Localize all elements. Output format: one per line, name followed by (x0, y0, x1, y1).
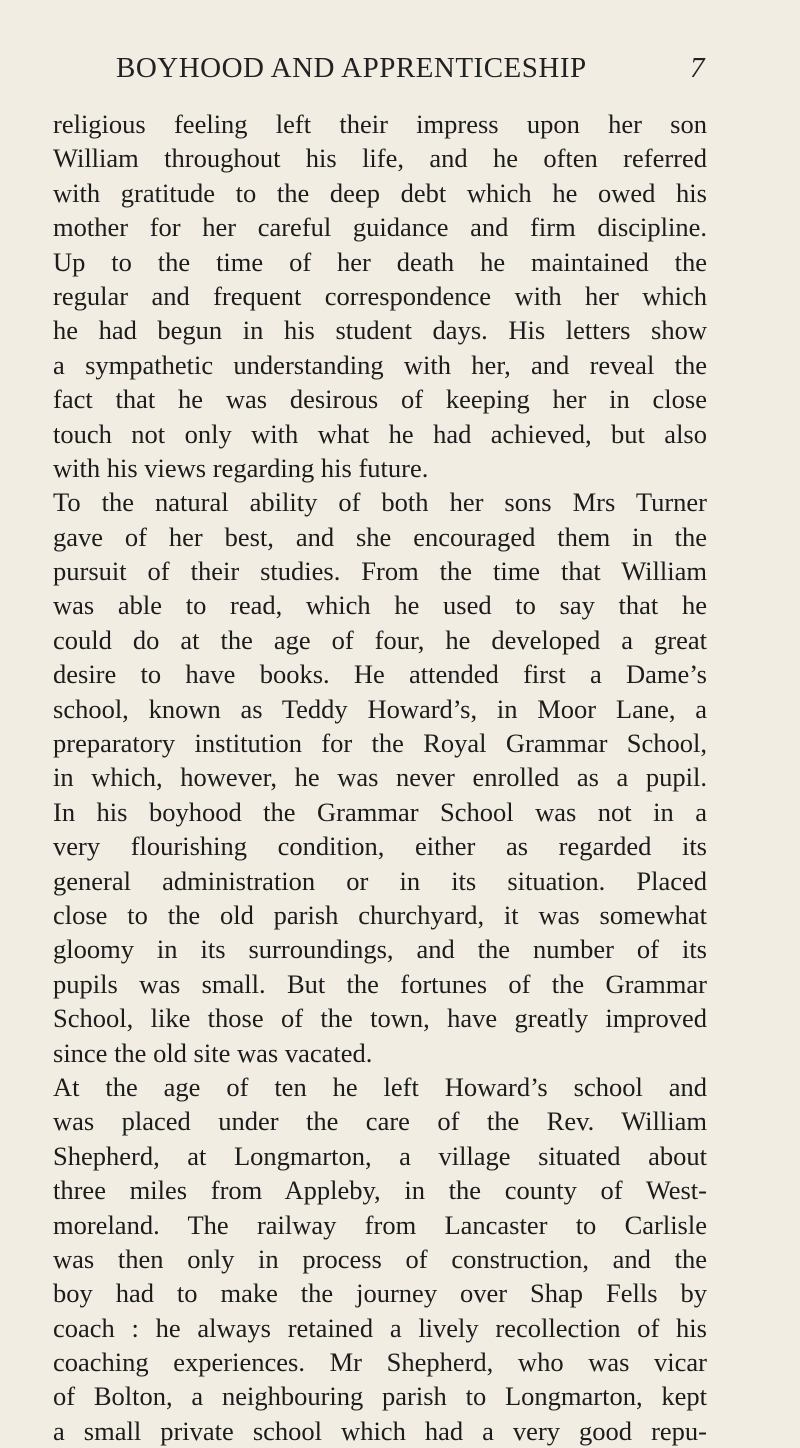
text-line: since the old site was vacated. (53, 1037, 373, 1068)
text-line: regular and frequent correspondence with her which (53, 280, 707, 311)
text-line: could do at the age of four, he developed a great (53, 624, 707, 655)
text-line: school, known as Teddy Howard’s, in Moor Lane, a (53, 693, 707, 724)
text-line: Up to the time of her death he maintained the (53, 246, 707, 277)
running-head (116, 52, 705, 92)
text-line: Shepherd, at Longmarton, a village situated about (53, 1140, 707, 1171)
text-line: mother for her careful guidance and firm discipline. (53, 212, 707, 243)
text-line: School, like those of the town, have greatly improved (53, 1003, 707, 1034)
text-line: was able to read, which he used to say that he (53, 590, 707, 621)
text-line: At the age of ten he left Howard’s school and (53, 1071, 707, 1102)
text-line: coach : he always retained a lively recollection of his (53, 1312, 707, 1343)
text-line: a small private school which had a very good repu- (53, 1415, 707, 1446)
text-line: In his boyhood the Grammar School was not in a (53, 796, 707, 827)
text-line: with his views regarding his future. (53, 452, 429, 483)
text-line: in which, however, he was never enrolled as a pupil. (53, 762, 707, 793)
text-line: close to the old parish churchyard, it was somewhat (53, 899, 707, 930)
text-line: he had begun in his student days. His letters show (53, 315, 707, 346)
text-line: religious feeling left their impress upon her son (53, 109, 707, 139)
text-line: William throughout his life, and he often referred (53, 143, 707, 174)
chapter-title: BOYHOOD AND APPRENTICESHIP (116, 52, 587, 84)
text-line: general administration or in its situation. Placed (53, 865, 707, 896)
text-line: gave of her best, and she encouraged them in the (53, 521, 707, 552)
text-line: pursuit of their studies. From the time that William (53, 556, 707, 587)
text-line: very flourishing condition, either as regarded its (53, 831, 707, 862)
page-number: 7 (690, 52, 705, 84)
text-line: was then only in process of construction, and the (53, 1243, 707, 1274)
text-line: desire to have books. He attended first a Dame’s (53, 659, 707, 690)
text-line: preparatory institution for the Royal Grammar School, (53, 728, 707, 759)
text-line: coaching experiences. Mr Shepherd, who was vicar (53, 1347, 707, 1378)
text-line: with gratitude to the deep debt which he owed his (53, 177, 707, 208)
text-line: fact that he was desirous of keeping her in close (53, 384, 707, 415)
text-line: pupils was small. But the fortunes of the Grammar (53, 968, 707, 999)
text-line: of Bolton, a neighbouring parish to Longmarton, kept (53, 1381, 707, 1412)
text-line: a sympathetic understanding with her, and reveal the (53, 349, 707, 380)
text-line: To the natural ability of both her sons Mrs Turner (53, 487, 707, 518)
text-line: was placed under the care of the Rev. William (53, 1106, 707, 1137)
text-line: three miles from Appleby, in the county of West- (53, 1175, 707, 1206)
text-line: boy had to make the journey over Shap Fells by (53, 1278, 707, 1309)
text-line: moreland. The railway from Lancaster to Carlisle (53, 1209, 707, 1240)
text-line: gloomy in its surroundings, and the number of its (53, 934, 707, 965)
body-text (53, 107, 707, 1448)
text-line: touch not only with what he had achieved, but also (53, 418, 707, 449)
